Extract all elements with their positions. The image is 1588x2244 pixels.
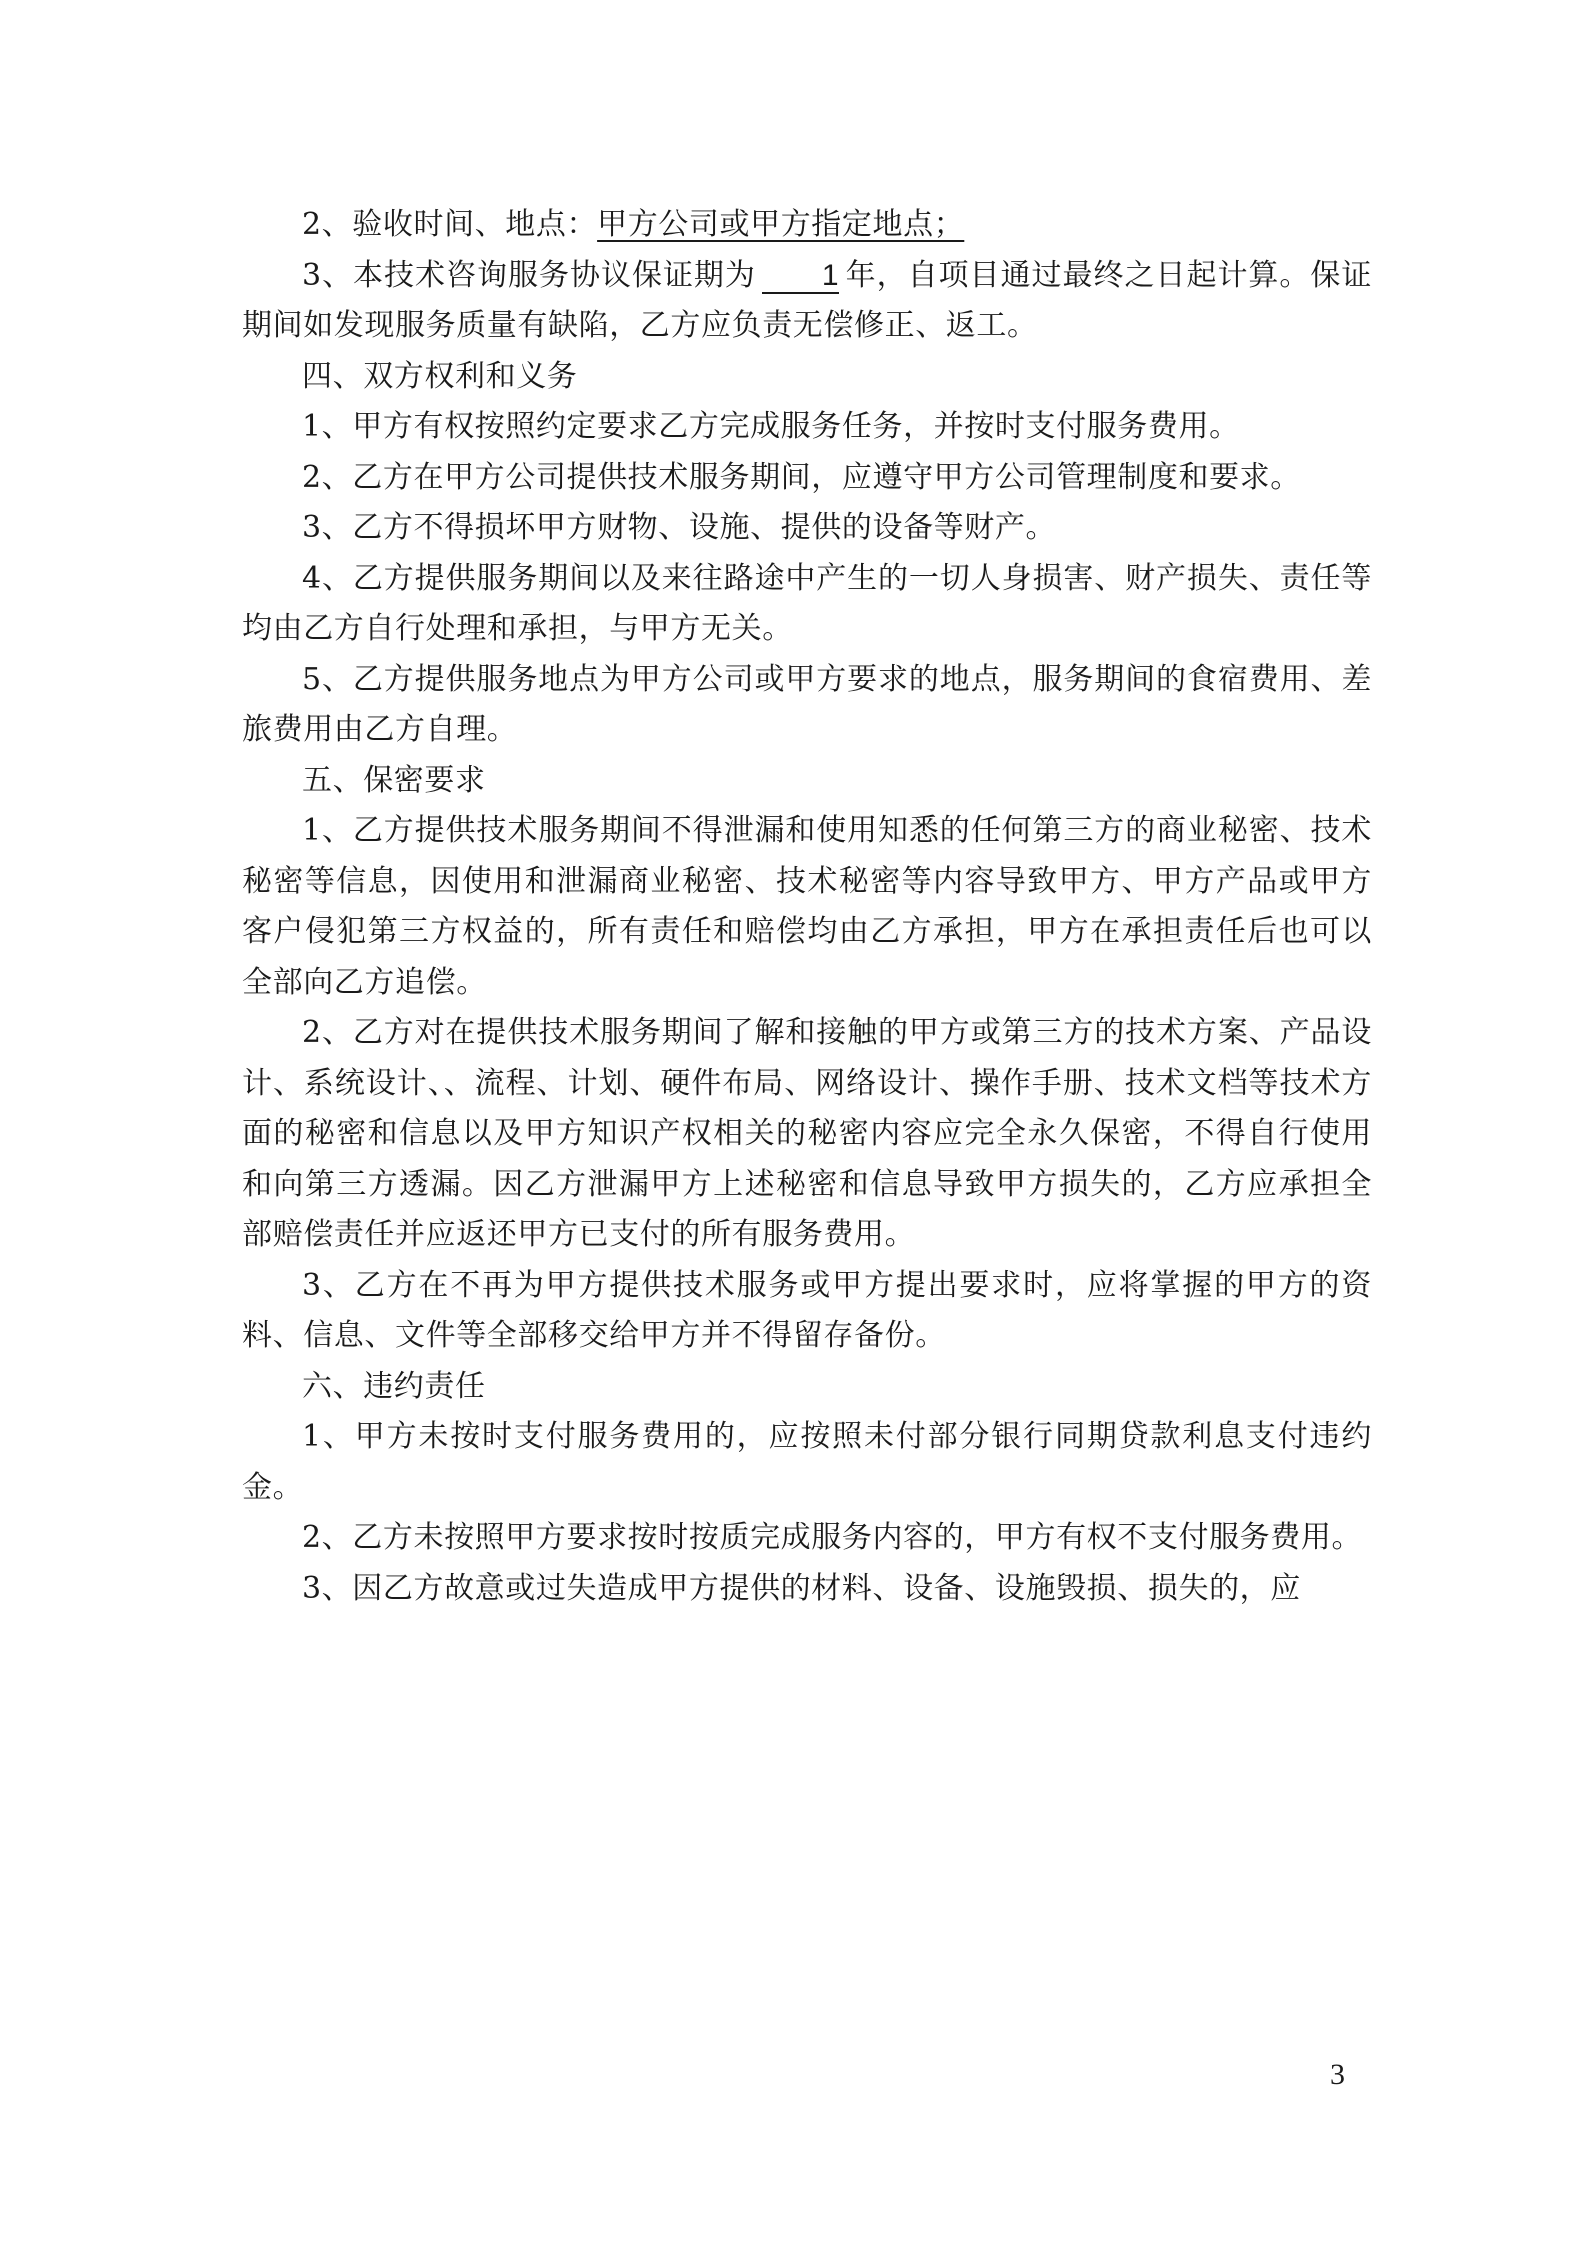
paragraph: 1、乙方提供技术服务期间不得泄漏和使用知悉的任何第三方的商业秘密、技术秘密等信息，因使用和泄漏商业秘密、技术秘密等内容导致甲方、甲方产品或甲方客户侵犯第三方权益的，所有责任和赔偿均由乙方承担，甲方在承担责任后也可以全部向乙方追偿。 bbox=[242, 813, 1372, 1000]
document-body bbox=[242, 200, 1372, 1614]
paragraph: 六、违约责任 bbox=[302, 1368, 486, 1404]
filled-blank: 1 bbox=[762, 260, 839, 294]
paragraph: 4、乙方提供服务期间以及来往路途中产生的一切人身损害、财产损失、责任等均由乙方自行处理和承担，与甲方无关。 bbox=[242, 560, 1372, 646]
paragraph-text: 年，自项目通过最终之日起计算。保证期间如发现服务质量有缺陷，乙方应负责无偿修正、返工。 bbox=[242, 257, 1372, 343]
paragraph: 5、乙方提供服务地点为甲方公司或甲方要求的地点，服务期间的食宿费用、差旅费用由乙方自理。 bbox=[242, 661, 1372, 747]
paragraph: 3、因乙方故意或过失造成甲方提供的材料、设备、设施毁损、损失的，应 bbox=[302, 1570, 1301, 1606]
paragraph: 2、乙方对在提供技术服务期间了解和接触的甲方或第三方的技术方案、产品设计、系统设计、、流程、计划、硬件布局、网络设计、操作手册、技术文档等技术方面的秘密和信息以及甲方知识产权相关的秘密内容应完全永久保密，不得自行使用和向第三方透漏。因乙方泄漏甲方上述秘密和信息导致甲方损失的，乙方应承担全部赔偿责任并应返还甲方已支付的所有服务费用。 bbox=[242, 1015, 1372, 1252]
paragraph-text: 3、本技术咨询服务协议保证期为 bbox=[302, 257, 756, 293]
underlined-text: 甲方公司或甲方指定地点； bbox=[597, 207, 965, 242]
page-number: 3 bbox=[1330, 2058, 1345, 2091]
paragraph: 四、双方权利和义务 bbox=[302, 358, 578, 394]
paragraph: 1、甲方有权按照约定要求乙方完成服务任务，并按时支付服务费用。 bbox=[302, 409, 1240, 444]
paragraph: 2、乙方未按照甲方要求按时按质完成服务内容的，甲方有权不支付服务费用。 bbox=[302, 1520, 1363, 1555]
paragraph: 2、乙方在甲方公司提供技术服务期间，应遵守甲方公司管理制度和要求。 bbox=[302, 459, 1301, 495]
paragraph: 3、乙方不得损坏甲方财物、设施、提供的设备等财产。 bbox=[302, 510, 1057, 545]
paragraph: 五、保密要求 bbox=[302, 762, 486, 798]
paragraph-text: 2、验收时间、地点： bbox=[302, 207, 598, 242]
paragraph: 3、乙方在不再为甲方提供技术服务或甲方提出要求时，应将掌握的甲方的资料、信息、文件等全部移交给甲方并不得留存备份。 bbox=[242, 1267, 1372, 1353]
paragraph bbox=[242, 251, 1372, 352]
paragraph: 1、甲方未按时支付服务费用的，应按照未付部分银行同期贷款利息支付违约金。 bbox=[242, 1419, 1372, 1505]
paragraph bbox=[242, 200, 1372, 251]
